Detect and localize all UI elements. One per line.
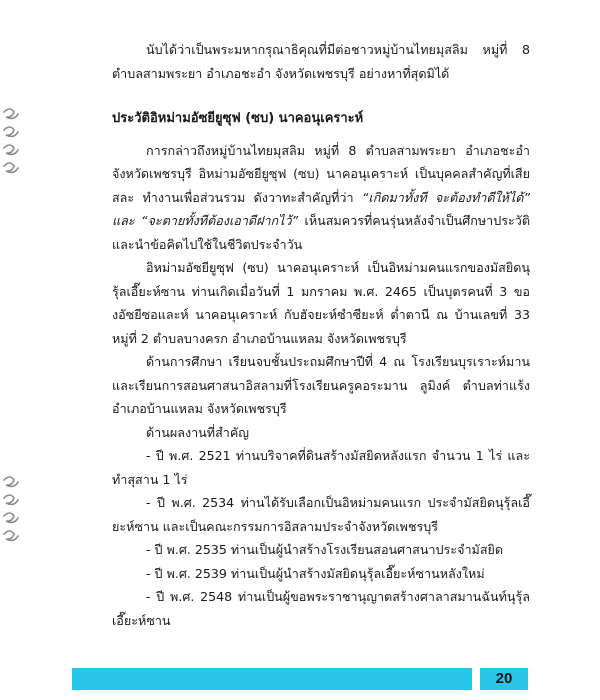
quote-2: “จะตายทั้งทีต้องเอาดีฝากไว้” (141, 213, 299, 228)
left-margin-ornament-bottom (0, 468, 34, 548)
achievement-item: - ปี พ.ศ. 2539 ท่านเป็นผู้นำสร้างมัสยิดนุรุ้ลเอี๊ยะห์ซานหลังใหม่ (146, 565, 485, 581)
achievement-item: - ปี พ.ศ. 2534 ท่านได้รับเลือกเป็นอิหม่ามคนแรก ประจำมัสยิดนุรุ้ลเอี๊ยะห์ซาน และเป็นคณะกรรมการอิสลามประจำจังหวัดเพชรบุรี (112, 495, 530, 534)
biography-paragraph-1 (112, 139, 530, 257)
page-body (112, 38, 530, 632)
achievements-label: ด้านผลงานที่สำคัญ (146, 424, 250, 440)
achievement-item: - ปี พ.ศ. 2548 ท่านเป็นผู้ขอพระราชานุญาตสร้างศาลาสมานฉันท์นุรุ้ลเอี๊ยะห์ซาน (112, 589, 530, 628)
section-heading: ประวัติอิหม่ามอัซยียูซุฟ (ซบ) นาคอนุเคราะห์ (112, 111, 364, 126)
education-paragraph: ด้านการศึกษา เรียนจบชั้นประถมศึกษาปีที่ 4 ณ โรงเรียนบุรเราะห์มาน และเรียนการสอนศาสนาอิสลามที่โรงเรียนครูคอระมาน ลูมิงค์ ตำบลท่าแร้ง อำเภอบ้านแหลม จังหวัดเพชรบุรี (112, 354, 530, 416)
achievement-item: - ปี พ.ศ. 2521 ท่านบริจาคที่ดินสร้างมัสยิดหลังแรก จำนวน 1 ไร่ และทำสุสาน 1 ไร่ (112, 448, 530, 487)
biography-paragraph-2: อิหม่ามอัซยียูซุฟ (ซบ) นาคอนุเคราะห์ เป็นอิหม่ามคนแรกของมัสยิดนุรุ้ลเอี๊ยะห์ซาน ท่านเกิดเมื่อวันที่ 1 มกราคม พ.ศ. 2465 เป็นบุตรคนที่ 3 ของอัซยีซอและห์ นาคอนุเคราะห์ กับฮัจยะห์ซำซียะห์ ต่ำตานี ณ บ้านเลขที่ 33 หมู่ที่ 2 ตำบลบางครก อำเภอบ้านแหลม จังหวัดเพชรบุรี (112, 260, 530, 346)
quote-1: “เกิดมาทั้งที จะต้องทำดีให้ได้” (361, 189, 530, 205)
achievement-item: - ปี พ.ศ. 2535 ท่านเป็นผู้นำสร้างโรงเรียนสอนศาสนาประจำมัสยิด (146, 542, 504, 557)
page-number: 20 (480, 668, 528, 690)
footer-bar (72, 668, 472, 690)
intro-paragraph: นับได้ว่าเป็นพระมหากรุณาธิคุณที่มีต่อชาวหมู่บ้านไทยมุสลิม หมู่ที่ 8 ตำบลสามพระยา อำเภอชะอำ จังหวัดเพชรบุรี อย่างหาที่สุดมิได้ (112, 42, 530, 81)
paragraph-1-lead: การกล่าวถึงหมู่บ้านไทยมุสลิม หมู่ที่ 8 ตำบลสามพระยา อำเภอชะอำ จังหวัดเพชรบุรี อิหม่ามอัซยียูซุฟ (ซบ) นาคอนุเคราะห์ เป็นบุคคลสำคัญที่เสียสละ ทำงานเพื่อส่วนรวม ดังวาทะสำคัญที่ว่า (112, 142, 530, 205)
left-margin-ornament-top (0, 100, 34, 180)
quote-conjunction: และ (112, 213, 142, 228)
paragraph-1-tail: เห็นสมควรที่คนรุ่นหลังจำเป็นศึกษาประวัติ และนำข้อคิดไปใช้ในชีวิตประจำวัน (112, 213, 530, 252)
